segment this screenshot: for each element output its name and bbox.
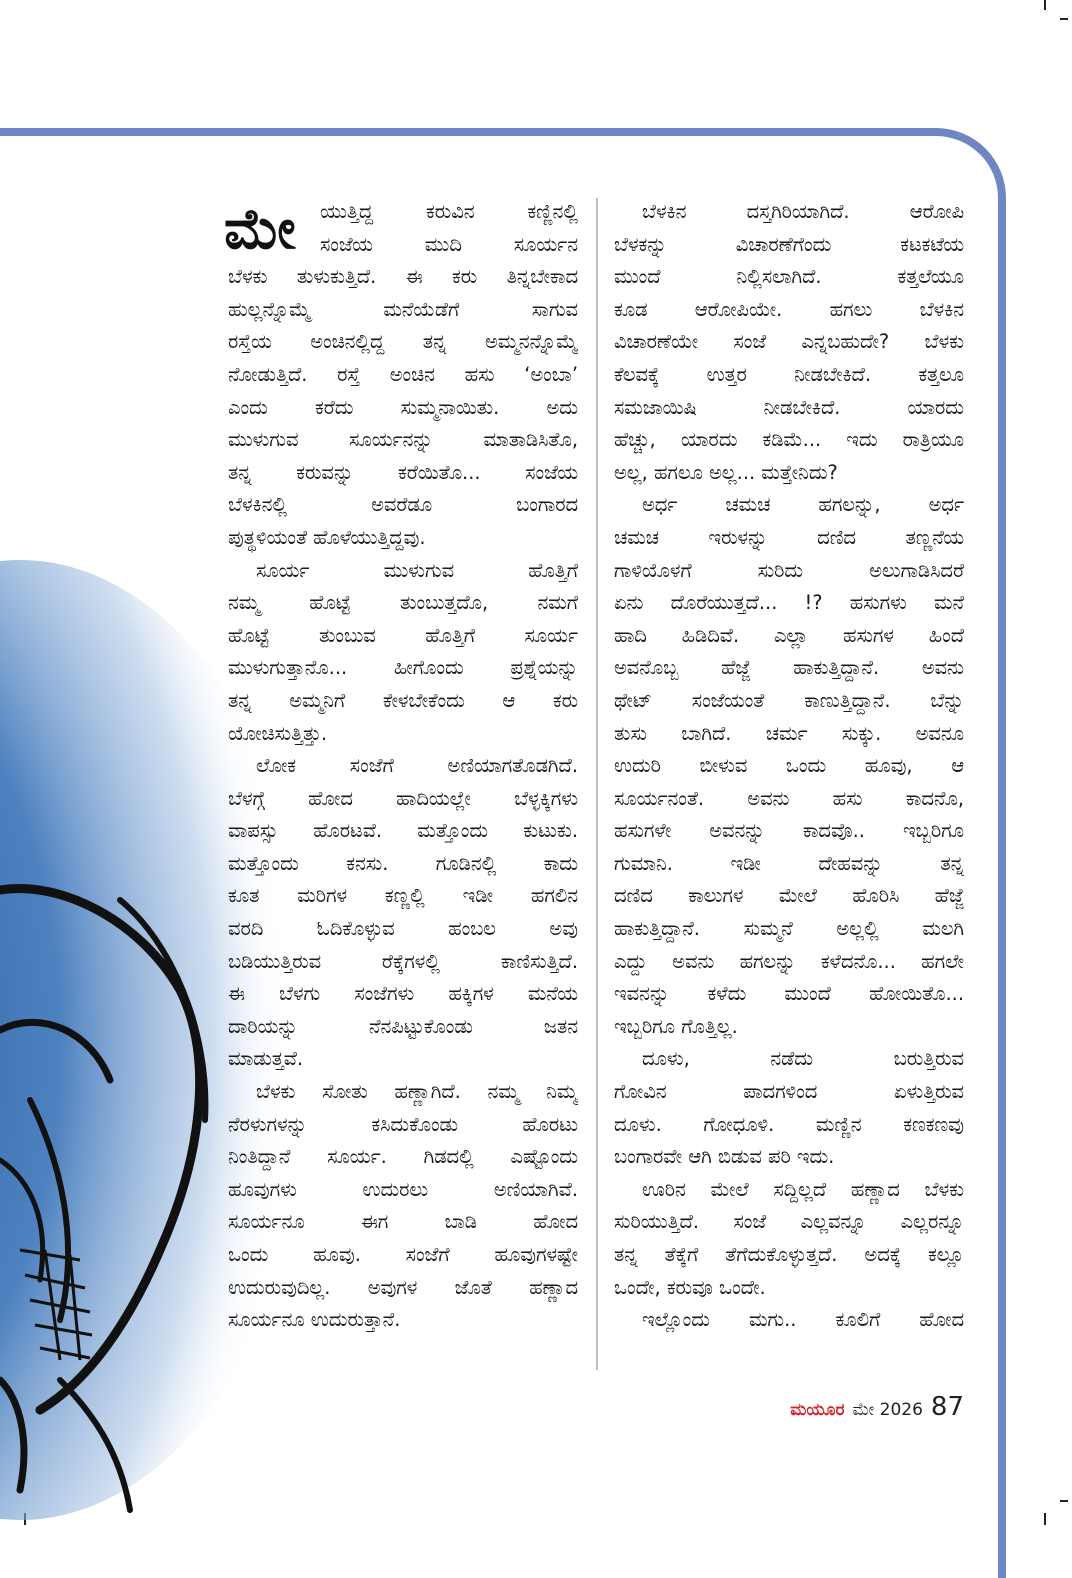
text-line: ಬೆಳಕನ್ನು ವಿಚಾರಣೆಗೆಂದು ಕಟಕಟೆಯ bbox=[614, 232, 964, 256]
text-line: ತನ್ನ ತೆಕ್ಕೆಗೆ ತೆಗೆದುಕೊಳ್ಳುತ್ತದೆ. ಅದಕ್ಕೆ ಕಲ್ಲೂ bbox=[614, 1243, 964, 1266]
text-line: ಸೂರ್ಯನೂ ಉದುರುತ್ತಾನೆ. bbox=[228, 1308, 401, 1332]
text-line: ಎಂದು ಕರೆದು ಸುಮ್ಮನಾಯಿತು. ಅದು bbox=[228, 395, 578, 419]
text-line: ಕೆಲವಕ್ಕೆ ಉತ್ತರ ನೀಡಬೇಕಿದೆ. ಕತ್ತಲೂ bbox=[614, 362, 964, 386]
text-line: ತನ್ನ ಅಮ್ಮನಿಗೆ ಕೇಳಬೇಕೆಂದು ಆ ಕರು bbox=[228, 688, 578, 712]
magazine-name: ಮಯೂರ bbox=[790, 1400, 845, 1420]
crop-mark bbox=[1060, 1500, 1068, 1502]
text-line: ಥೇಟ್ ಸಂಜೆಯಂತೆ ಕಾಣುತ್ತಿದ್ದಾನೆ. ಬೆನ್ನು bbox=[614, 688, 964, 712]
text-line: ಗಾಳಿಯೊಳಗೆ ಸುರಿದು ಅಲುಗಾಡಿಸಿದರೆ bbox=[614, 558, 964, 582]
text-line: ವಿಚಾರಣೆಯೇ ಸಂಜೆ ಎನ್ನಬಹುದೇ? ಬೆಳಕು bbox=[614, 330, 964, 354]
text-line: ಬೆಳಕಿನ ದಸ್ತಗಿರಿಯಾಗಿದೆ. ಆರೋಪಿ bbox=[642, 200, 964, 223]
text-line: ಬೆಳಕು ಸೋತು ಹಣ್ಣಾಗಿದೆ. ನಮ್ಮ ನಿಮ್ಮ bbox=[256, 1080, 578, 1104]
text-line: ನಮ್ಮ ಹೊಟ್ಟೆ ತುಂಬುತ್ತದೊ, ನಮಗೆ bbox=[228, 591, 578, 615]
text-line: ರಸ್ತೆಯ ಅಂಚಿನಲ್ಲಿದ್ದ ತನ್ನ ಅಮ್ಮನನ್ನೊಮ್ಮೆ bbox=[228, 330, 578, 354]
text-line: ಮುಳುಗುತ್ತಾನೊ... ಹೀಗೊಂದು ಪ್ರಶ್ನೆಯನ್ನು bbox=[228, 656, 578, 680]
text-line: ಸುರಿಯುತ್ತಿದೆ. ಸಂಜೆ ಎಲ್ಲವನ್ನೂ ಎಲ್ಲರನ್ನೂ bbox=[614, 1210, 964, 1234]
text-line: ಮುಂದೆ ನಿಲ್ಲಿಸಲಾಗಿದೆ. ಕತ್ತಲೆಯೂ bbox=[614, 265, 964, 289]
text-line: ದಾರಿಯನ್ನು ನೆನಪಿಟ್ಟುಕೊಂಡು ಜತನ bbox=[228, 1014, 578, 1038]
crop-mark bbox=[1060, 18, 1068, 20]
text-line: ಬೆಳಕಿನಲ್ಲಿ ಅವರೆಡೂ ಬಂಗಾರದ bbox=[228, 493, 578, 517]
text-line: ಹಾದಿ ಹಿಡಿದಿವೆ. ಎಲ್ಲಾ ಹಸುಗಳ ಹಿಂದೆ bbox=[614, 623, 964, 647]
text-line: ದೂಳು, ನಡೆದು ಬರುತ್ತಿರುವ bbox=[642, 1047, 964, 1071]
text-line: ಈ ಬೆಳಗು ಸಂಜೆಗಳು ಹಕ್ಕಿಗಳ ಮನೆಯ bbox=[228, 982, 578, 1006]
text-line: ಹುಲ್ಲನ್ನೊಮ್ಮೆ ಮನೆಯೆಡೆಗೆ ಸಾಗುವ bbox=[228, 297, 578, 321]
text-line: ಹೊಟ್ಟೆ ತುಂಬುವ ಹೊತ್ತಿಗೆ ಸೂರ್ಯ bbox=[228, 623, 578, 647]
text-line: ದೂಳು. ಗೋಧೂಳಿ. ಮಣ್ಣಿನ ಕಣಕಣವು bbox=[614, 1112, 964, 1136]
article-column-left bbox=[224, 196, 578, 1337]
text-line: ತನ್ನ ಕರುವನ್ನು ಕರೆಯಿತೊ... ಸಂಜೆಯ bbox=[228, 460, 578, 484]
text-line: ಇಬ್ಬರಿಗೂ ಗೊತ್ತಿಲ್ಲ. bbox=[614, 1014, 738, 1038]
drop-cap: ಮೇ bbox=[224, 197, 296, 262]
text-line: ಸೂರ್ಯನೂ ಈಗ ಬಾಡಿ ಹೋದ bbox=[228, 1210, 578, 1234]
text-line: ಸಂಜೆಯ ಮುದಿ ಸೂರ್ಯನ bbox=[320, 232, 578, 256]
crop-mark bbox=[1044, 1513, 1046, 1525]
text-line: ಬಡಿಯುತ್ತಿರುವ ರೆಕ್ಕೆಗಳಲ್ಲಿ ಕಾಣಿಸುತ್ತಿದೆ. bbox=[228, 949, 578, 973]
text-line: ಕೂಡ ಆರೋಪಿಯೇ. ಹಗಲು ಬೆಳಕಿನ bbox=[614, 297, 964, 321]
text-line: ಅಲ್ಲ, ಹಗಲೂ ಅಲ್ಲ... ಮತ್ತೇನಿದು? bbox=[614, 460, 838, 484]
text-line: ದಣಿದ ಕಾಲುಗಳ ಮೇಲೆ ಹೊರಿಸಿ ಹೆಜ್ಜೆ bbox=[614, 884, 964, 908]
text-line: ಎದ್ದು ಅವನು ಹಗಲನ್ನು ಕಳೆದನೊ... ಹಗಲೇ bbox=[614, 949, 964, 973]
text-line: ಇವನನ್ನು ಕಳೆದು ಮುಂದೆ ಹೋಯಿತೊ... bbox=[614, 982, 964, 1006]
text-line: ಇಲ್ಲೊಂದು ಮಗು.. ಕೂಲಿಗೆ ಹೋದ bbox=[642, 1308, 964, 1332]
text-line: ಪುತ್ಥಳಿಯಂತೆ ಹೊಳೆಯುತ್ತಿದ್ದವು. bbox=[228, 525, 426, 549]
issue-date: ಮೇ 2026 bbox=[852, 1400, 923, 1420]
text-line: ಹಾಕುತ್ತಿದ್ದಾನೆ. ಸುಮ್ಮನೆ ಅಲ್ಲಲ್ಲಿ ಮಲಗಿ bbox=[614, 917, 964, 941]
article-column-right bbox=[614, 196, 964, 1337]
text-line: ವರದಿ ಓದಿಕೊಳ್ಳುವ ಹಂಬಲ ಅವು bbox=[228, 917, 578, 941]
text-line: ಕೂತ ಮರಿಗಳ ಕಣ್ಣಲ್ಲಿ ಇಡೀ ಹಗಲಿನ bbox=[228, 884, 578, 908]
text-line: ವಾಪಸ್ಸು ಹೊರಟವೆ. ಮತ್ತೊಂದು ಕುಟುಕು. bbox=[228, 819, 578, 843]
text-line: ಗುಮಾನಿ. ಇಡೀ ದೇಹವನ್ನು ತನ್ನ bbox=[614, 851, 964, 875]
text-line: ಯುತ್ತಿದ್ದ ಕರುವಿನ ಕಣ್ಣಿನಲ್ಲಿ bbox=[320, 200, 578, 223]
text-line: ಊರಿನ ಮೇಲೆ ಸದ್ದಿಲ್ಲದೆ ಹಣ್ಣಾದ ಬೆಳಕು bbox=[642, 1177, 964, 1201]
page-number: 87 bbox=[930, 1392, 964, 1422]
text-line: ಹೂವುಗಳು ಉದುರಲು ಅಣಿಯಾಗಿವೆ. bbox=[228, 1177, 578, 1201]
text-line: ಅವನೊಬ್ಬ ಹೆಜ್ಜೆ ಹಾಕುತ್ತಿದ್ದಾನೆ. ಅವನು bbox=[614, 656, 964, 680]
text-line: ಉದುರುವುದಿಲ್ಲ. ಅವುಗಳ ಜೊತೆ ಹಣ್ಣಾದ bbox=[228, 1275, 578, 1299]
text-line: ಬೆಳಕು ತುಳುಕುತ್ತಿದೆ. ಈ ಕರು ತಿನ್ನಬೇಕಾದ bbox=[228, 265, 578, 289]
text-line: ಸೂರ್ಯನಂತೆ. ಅವನು ಹಸು ಕಾದನೊ, bbox=[614, 786, 964, 810]
text-line: ಚಮಚ ಇರುಳನ್ನು ದಣಿದ ತಣ್ಣನೆಯ bbox=[614, 525, 964, 549]
text-line: ಬೆಳಗ್ಗೆ ಹೋದ ಹಾದಿಯಲ್ಲೇ ಬೆಳ್ಳಕ್ಕಿಗಳು bbox=[228, 786, 578, 810]
text-line: ಮಾಡುತ್ತವೆ. bbox=[228, 1047, 304, 1071]
column-divider bbox=[596, 198, 598, 1370]
text-line: ಯೋಚಿಸುತ್ತಿತ್ತು. bbox=[228, 721, 328, 745]
text-line: ಒಂದು ಹೂವು. ಸಂಜೆಗೆ ಹೂವುಗಳಷ್ಟೇ bbox=[228, 1243, 578, 1266]
page-footer bbox=[790, 1392, 964, 1422]
text-line: ಬಂಗಾರವೇ ಆಗಿ ಬಿಡುವ ಪರಿ ಇದು. bbox=[614, 1145, 835, 1169]
text-line: ಸೂರ್ಯ ಮುಳುಗುವ ಹೊತ್ತಿಗೆ bbox=[256, 558, 578, 582]
text-line: ಹಸುಗಳೇ ಅವನನ್ನು ಕಾದವೊ.. ಇಬ್ಬರಿಗೂ bbox=[614, 819, 964, 843]
text-line: ಮುಳುಗುವ ಸೂರ್ಯನನ್ನು ಮಾತಾಡಿಸಿತೊ, bbox=[228, 428, 578, 452]
text-line: ಮತ್ತೊಂದು ಕನಸು. ಗೂಡಿನಲ್ಲಿ ಕಾದು bbox=[228, 851, 578, 875]
text-line: ಏನು ದೊರೆಯುತ್ತದೆ... !? ಹಸುಗಳು ಮನೆ bbox=[614, 591, 964, 615]
text-line: ಒಂದೇ, ಕರುವೂ ಒಂದೇ. bbox=[614, 1275, 766, 1299]
text-line: ತುಸು ಬಾಗಿದೆ. ಚರ್ಮ ಸುಕ್ಕು. ಅವನೂ bbox=[614, 721, 964, 745]
text-line: ನೆರಳುಗಳನ್ನು ಕಸಿದುಕೊಂಡು ಹೊರಟು bbox=[228, 1112, 578, 1136]
text-line: ನೋಡುತ್ತಿದೆ. ರಸ್ತೆ ಅಂಚಿನ ಹಸು ‘ಅಂಬಾ’ bbox=[228, 362, 578, 386]
text-line: ನಿಂತಿದ್ದಾನೆ ಸೂರ್ಯ. ಗಿಡದಲ್ಲಿ ಎಷ್ಟೊಂದು bbox=[228, 1145, 578, 1169]
text-line: ಲೋಕ ಸಂಜೆಗೆ ಅಣಿಯಾಗತೊಡಗಿದೆ. bbox=[256, 754, 578, 778]
text-line: ಅರ್ಧ ಚಮಚ ಹಗಲನ್ನು, ಅರ್ಧ bbox=[642, 493, 964, 517]
crop-mark bbox=[1044, 0, 1046, 10]
text-line: ಸಮಜಾಯಿಷಿ ನೀಡಬೇಕಿದೆ. ಯಾರದು bbox=[614, 395, 964, 419]
text-line: ಗೋವಿನ ಪಾದಗಳಿಂದ ಏಳುತ್ತಿರುವ bbox=[614, 1080, 964, 1104]
text-line: ಉದುರಿ ಬೀಳುವ ಒಂದು ಹೂವು, ಆ bbox=[614, 754, 964, 778]
text-line: ಹೆಚ್ಚು, ಯಾರದು ಕಡಿಮೆ... ಇದು ರಾತ್ರಿಯೂ bbox=[614, 428, 964, 452]
